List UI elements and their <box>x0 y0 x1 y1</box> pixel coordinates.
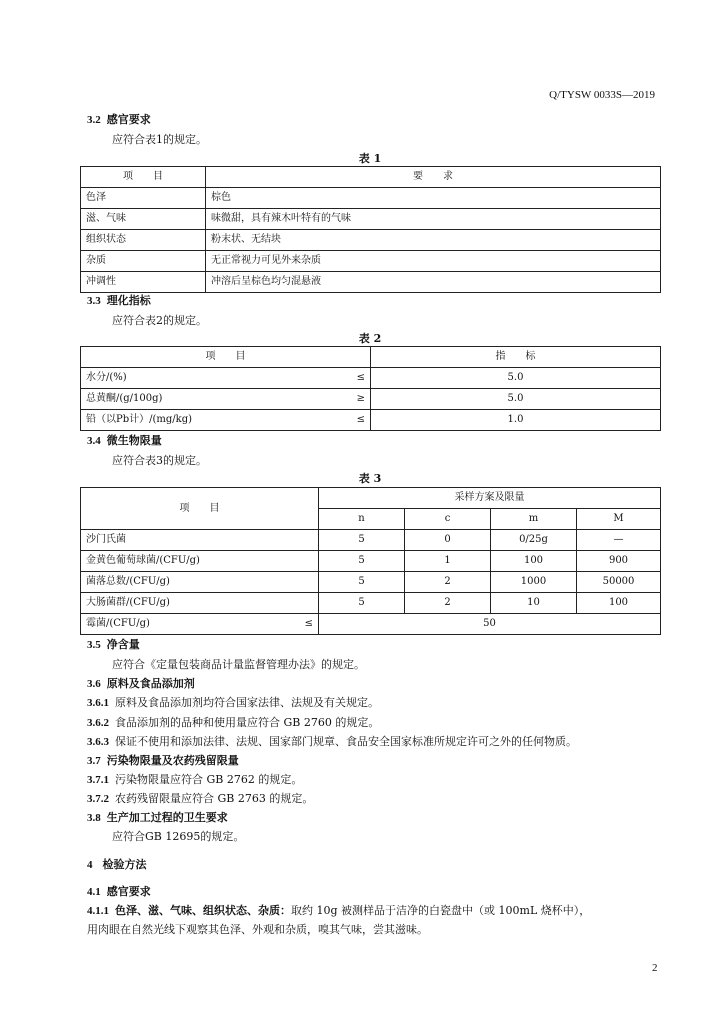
table-2-header-item: 项 目 <box>81 347 371 368</box>
section-3-3-text: 应符合表2的规定。 <box>112 314 207 327</box>
table-row <box>81 368 661 389</box>
section-3-8-heading: 3.8 生产加工过程的卫生要求 <box>87 811 228 824</box>
table-cell: 5.0 <box>371 368 661 389</box>
document-header: Q/TYSW 0033S—2019 <box>549 89 655 101</box>
table-cell: 5 <box>319 572 405 593</box>
table-cell: 5 <box>319 551 405 572</box>
section-3-6-1: 3.6.1 原料及食品添加剂均符合国家法律、法规及有关规定。 <box>87 696 379 709</box>
table-cell: 2 <box>405 572 491 593</box>
table-cell: — <box>577 530 661 551</box>
section-4-1-heading: 4.1 感官要求 <box>87 885 151 898</box>
table-cell: 5 <box>319 593 405 614</box>
section-3-6-heading: 3.6 原料及食品添加剂 <box>87 677 195 690</box>
table-cell: 5.0 <box>371 389 661 410</box>
table-row <box>81 188 661 209</box>
table-1-header-item: 项 目 <box>81 167 206 188</box>
table-cell: 冲调性 <box>81 272 206 293</box>
section-4-heading: 4 检验方法 <box>87 858 147 871</box>
table-cell: 50000 <box>577 572 661 593</box>
table-cell: m <box>491 509 577 530</box>
table-cell: 杂质 <box>81 251 206 272</box>
table-row <box>81 593 661 614</box>
table-cell: 0/25g <box>491 530 577 551</box>
table-cell: 1000 <box>491 572 577 593</box>
table-cell: 铅（以Pb计）/(mg/kg) ≤ <box>81 410 371 431</box>
table-row <box>81 551 661 572</box>
table-cell: 900 <box>577 551 661 572</box>
table-cell: 100 <box>491 551 577 572</box>
page-number: 2 <box>652 962 658 974</box>
table-cell: 粉末状、无结块 <box>206 230 661 251</box>
table-1 <box>80 166 661 293</box>
table-3-header-plan: 采样方案及限量 <box>319 488 661 509</box>
table-cell: 味微甜，具有辣木叶特有的气味 <box>206 209 661 230</box>
table-cell: 冲溶后呈棕色均匀混悬液 <box>206 272 661 293</box>
table-row <box>81 230 661 251</box>
table-cell: 无正常视力可见外来杂质 <box>206 251 661 272</box>
section-3-7-heading: 3.7 污染物限量及农药残留限量 <box>87 754 239 767</box>
table-cell: 100 <box>577 593 661 614</box>
section-3-5-text: 应符合《定量包装商品计量监督管理办法》的规定。 <box>112 658 365 671</box>
table-row <box>81 614 661 635</box>
table-cell: 金黄色葡萄球菌/(CFU/g) <box>81 551 319 572</box>
section-4-1-1-line2: 用肉眼在自然光线下观察其色泽、外观和杂质，嗅其气味，尝其滋味。 <box>87 923 428 936</box>
table-cell: 滋、气味 <box>81 209 206 230</box>
table-cell: 1 <box>405 551 491 572</box>
table-cell: 组织状态 <box>81 230 206 251</box>
table-1-header-req: 要 求 <box>206 167 661 188</box>
table-3 <box>80 487 661 635</box>
section-3-4-heading: 3.4 微生物限量 <box>87 434 162 447</box>
table-2 <box>80 346 661 431</box>
table-row <box>81 209 661 230</box>
table-row <box>81 251 661 272</box>
table-cell: 5 <box>319 530 405 551</box>
table-3-header-item: 项 目 <box>81 488 319 530</box>
section-3-6-2: 3.6.2 食品添加剂的品种和使用量应符合 GB 2760 的规定。 <box>87 716 380 729</box>
table-cell: M <box>577 509 661 530</box>
table-cell: 沙门氏菌 <box>81 530 319 551</box>
section-3-7-2: 3.7.2 农药残留限量应符合 GB 2763 的规定。 <box>87 792 314 805</box>
table-cell: 0 <box>405 530 491 551</box>
table-row <box>81 572 661 593</box>
table-row <box>81 410 661 431</box>
table-cell: c <box>405 509 491 530</box>
table-cell: n <box>319 509 405 530</box>
section-3-7-1: 3.7.1 污染物限量应符合 GB 2762 的规定。 <box>87 773 303 786</box>
section-3-6-3: 3.6.3 保证不使用和添加法律、法规、国家部门规章、食品安全国家标准所规定许可之外的任何物质。 <box>87 735 577 748</box>
table-cell: 棕色 <box>206 188 661 209</box>
table-cell: 色泽 <box>81 188 206 209</box>
table-cell: 水分/(%) ≤ <box>81 368 371 389</box>
table-cell: 霉菌/(CFU/g) ≤ <box>81 614 319 635</box>
table-row <box>81 530 661 551</box>
table-cell: 1.0 <box>371 410 661 431</box>
table-cell: 50 <box>319 614 661 635</box>
table-cell: 总黄酮/(g/100g) ≥ <box>81 389 371 410</box>
table-3-header-row <box>81 488 661 509</box>
section-3-5-heading: 3.5 净含量 <box>87 638 140 651</box>
table-1-header-row <box>81 167 661 188</box>
table-cell: 菌落总数/(CFU/g) <box>81 572 319 593</box>
section-3-8-text: 应符合GB 12695的规定。 <box>112 830 245 843</box>
table-2-header-row <box>81 347 661 368</box>
section-4-1-1-line1: 4.1.1 色泽、滋、气味、组织状态、杂质：取约 10g 被测样品于洁净的白瓷盘中（或 100mL 烧杯中）， <box>87 904 591 917</box>
table-cell: 大肠菌群/(CFU/g) <box>81 593 319 614</box>
section-3-3-heading: 3.3 理化指标 <box>87 294 151 307</box>
section-3-4-text: 应符合表3的规定。 <box>112 454 207 467</box>
table-cell: 10 <box>491 593 577 614</box>
table-2-header-index: 指 标 <box>371 347 661 368</box>
section-3-2-heading: 3.2 感官要求 <box>87 113 151 126</box>
table-cell: 2 <box>405 593 491 614</box>
table-row <box>81 272 661 293</box>
section-3-2-text: 应符合表1的规定。 <box>112 133 207 146</box>
table-row <box>81 389 661 410</box>
